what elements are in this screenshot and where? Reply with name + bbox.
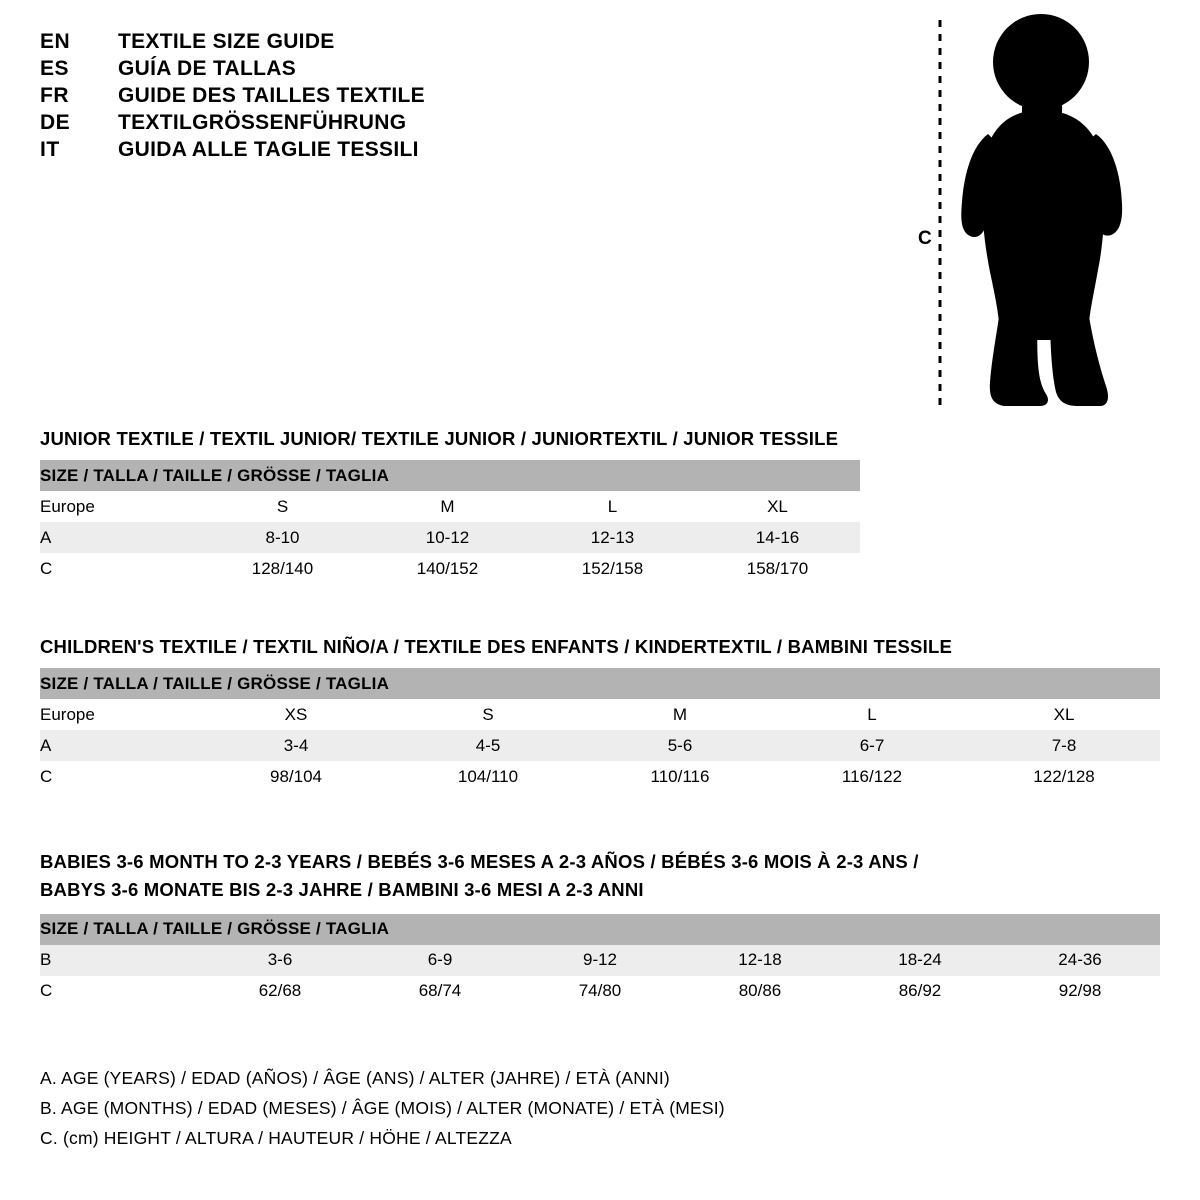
- height-measure-label: C: [918, 228, 932, 249]
- cell: M: [584, 699, 776, 730]
- legend-item-c: C. (cm) HEIGHT / ALTURA / HAUTEUR / HÖHE / ALTEZZA: [40, 1128, 512, 1148]
- table-row: [40, 730, 1160, 761]
- row-label: C: [40, 553, 200, 584]
- table-bar-row: [40, 460, 860, 491]
- cell: 18-24: [840, 945, 1000, 976]
- table-row: [40, 945, 1160, 976]
- junior-size-table: [40, 460, 860, 584]
- cell: XS: [200, 699, 392, 730]
- cell: 122/128: [968, 761, 1160, 792]
- cell: 10-12: [365, 522, 530, 553]
- cell: 8-10: [200, 522, 365, 553]
- table-bar-label: SIZE / TALLA / TAILLE / GRÖSSE / TAGLIA: [40, 914, 1160, 945]
- row-label: A: [40, 522, 200, 553]
- legend-item-a: A. AGE (YEARS) / EDAD (AÑOS) / ÂGE (ANS) / ALTER (JAHRE) / ETÀ (ANNI): [40, 1068, 670, 1088]
- cell: 4-5: [392, 730, 584, 761]
- cell: L: [530, 491, 695, 522]
- cell: 98/104: [200, 761, 392, 792]
- language-title: TEXTILE SIZE GUIDE: [118, 30, 335, 53]
- row-label: C: [40, 976, 200, 1007]
- cell: 80/86: [680, 976, 840, 1007]
- cell: 86/92: [840, 976, 1000, 1007]
- row-label: Europe: [40, 491, 200, 522]
- row-label: Europe: [40, 699, 200, 730]
- table-row: [40, 761, 1160, 792]
- cell: 68/74: [360, 976, 520, 1007]
- row-label: A: [40, 730, 200, 761]
- language-code: ES: [40, 57, 70, 80]
- legend-block: [40, 1068, 1140, 1158]
- cell: 158/170: [695, 553, 860, 584]
- cell: XL: [695, 491, 860, 522]
- language-title: GUIDE DES TAILLES TEXTILE: [118, 84, 425, 107]
- cell: 12-13: [530, 522, 695, 553]
- language-header: [40, 30, 600, 165]
- language-code: EN: [40, 30, 71, 53]
- cell: S: [200, 491, 365, 522]
- language-row: [40, 138, 600, 162]
- section-title-children: CHILDREN'S TEXTILE / TEXTIL NIÑO/A / TEXTILE DES ENFANTS / KINDERTEXTIL / BAMBINI TESSILE: [40, 636, 952, 657]
- table-row: [40, 522, 860, 553]
- language-code: DE: [40, 111, 71, 134]
- section-children: [40, 636, 1160, 792]
- cell: 152/158: [530, 553, 695, 584]
- cell: L: [776, 699, 968, 730]
- cell: 12-18: [680, 945, 840, 976]
- legend-item-b: B. AGE (MONTHS) / EDAD (MESES) / ÂGE (MOIS) / ALTER (MONATE) / ETÀ (MESI): [40, 1098, 725, 1118]
- cell: 24-36: [1000, 945, 1160, 976]
- cell: 3-6: [200, 945, 360, 976]
- section-title-babies-line2: BABYS 3-6 MONATE BIS 2-3 JAHRE / BAMBINI 3-6 MESI A 2-3 ANNI: [40, 878, 644, 900]
- language-title: GUÍA DE TALLAS: [118, 57, 297, 80]
- cell: 3-4: [200, 730, 392, 761]
- language-code: FR: [40, 84, 69, 107]
- section-title-babies-line1: BABIES 3-6 MONTH TO 2-3 YEARS / BEBÉS 3-6 MESES A 2-3 AÑOS / BÉBÉS 3-6 MOIS À 2-3 ANS /: [40, 851, 919, 872]
- table-bar-label: SIZE / TALLA / TAILLE / GRÖSSE / TAGLIA: [40, 460, 860, 491]
- table-row: [40, 976, 1160, 1007]
- cell: 5-6: [584, 730, 776, 761]
- table-row: [40, 699, 1160, 730]
- language-row: [40, 84, 600, 108]
- table-bar-label: SIZE / TALLA / TAILLE / GRÖSSE / TAGLIA: [40, 668, 1160, 699]
- cell: 128/140: [200, 553, 365, 584]
- cell: 92/98: [1000, 976, 1160, 1007]
- table-row: [40, 491, 860, 522]
- section-junior: [40, 428, 1160, 584]
- cell: 104/110: [392, 761, 584, 792]
- child-silhouette-icon: [900, 10, 1160, 420]
- cell: 116/122: [776, 761, 968, 792]
- language-row: [40, 111, 600, 135]
- language-code: IT: [40, 138, 60, 161]
- cell: 74/80: [520, 976, 680, 1007]
- cell: 110/116: [584, 761, 776, 792]
- cell: 6-9: [360, 945, 520, 976]
- table-bar-row: [40, 914, 1160, 945]
- section-babies: [40, 848, 1160, 1007]
- cell: 14-16: [695, 522, 860, 553]
- cell: 6-7: [776, 730, 968, 761]
- cell: M: [365, 491, 530, 522]
- row-label: C: [40, 761, 200, 792]
- child-figure: [900, 10, 1160, 420]
- cell: 9-12: [520, 945, 680, 976]
- cell: 7-8: [968, 730, 1160, 761]
- language-row: [40, 30, 600, 54]
- language-title: TEXTILGRÖSSENFÜHRUNG: [118, 111, 407, 134]
- cell: XL: [968, 699, 1160, 730]
- cell: 62/68: [200, 976, 360, 1007]
- section-title-junior: JUNIOR TEXTILE / TEXTIL JUNIOR/ TEXTILE JUNIOR / JUNIORTEXTIL / JUNIOR TESSILE: [40, 428, 839, 449]
- cell: 140/152: [365, 553, 530, 584]
- table-row: [40, 553, 860, 584]
- children-size-table: [40, 668, 1160, 792]
- language-row: [40, 57, 600, 81]
- cell: S: [392, 699, 584, 730]
- row-label: B: [40, 945, 200, 976]
- language-title: GUIDA ALLE TAGLIE TESSILI: [118, 138, 419, 161]
- babies-size-table: [40, 914, 1160, 1007]
- table-bar-row: [40, 668, 1160, 699]
